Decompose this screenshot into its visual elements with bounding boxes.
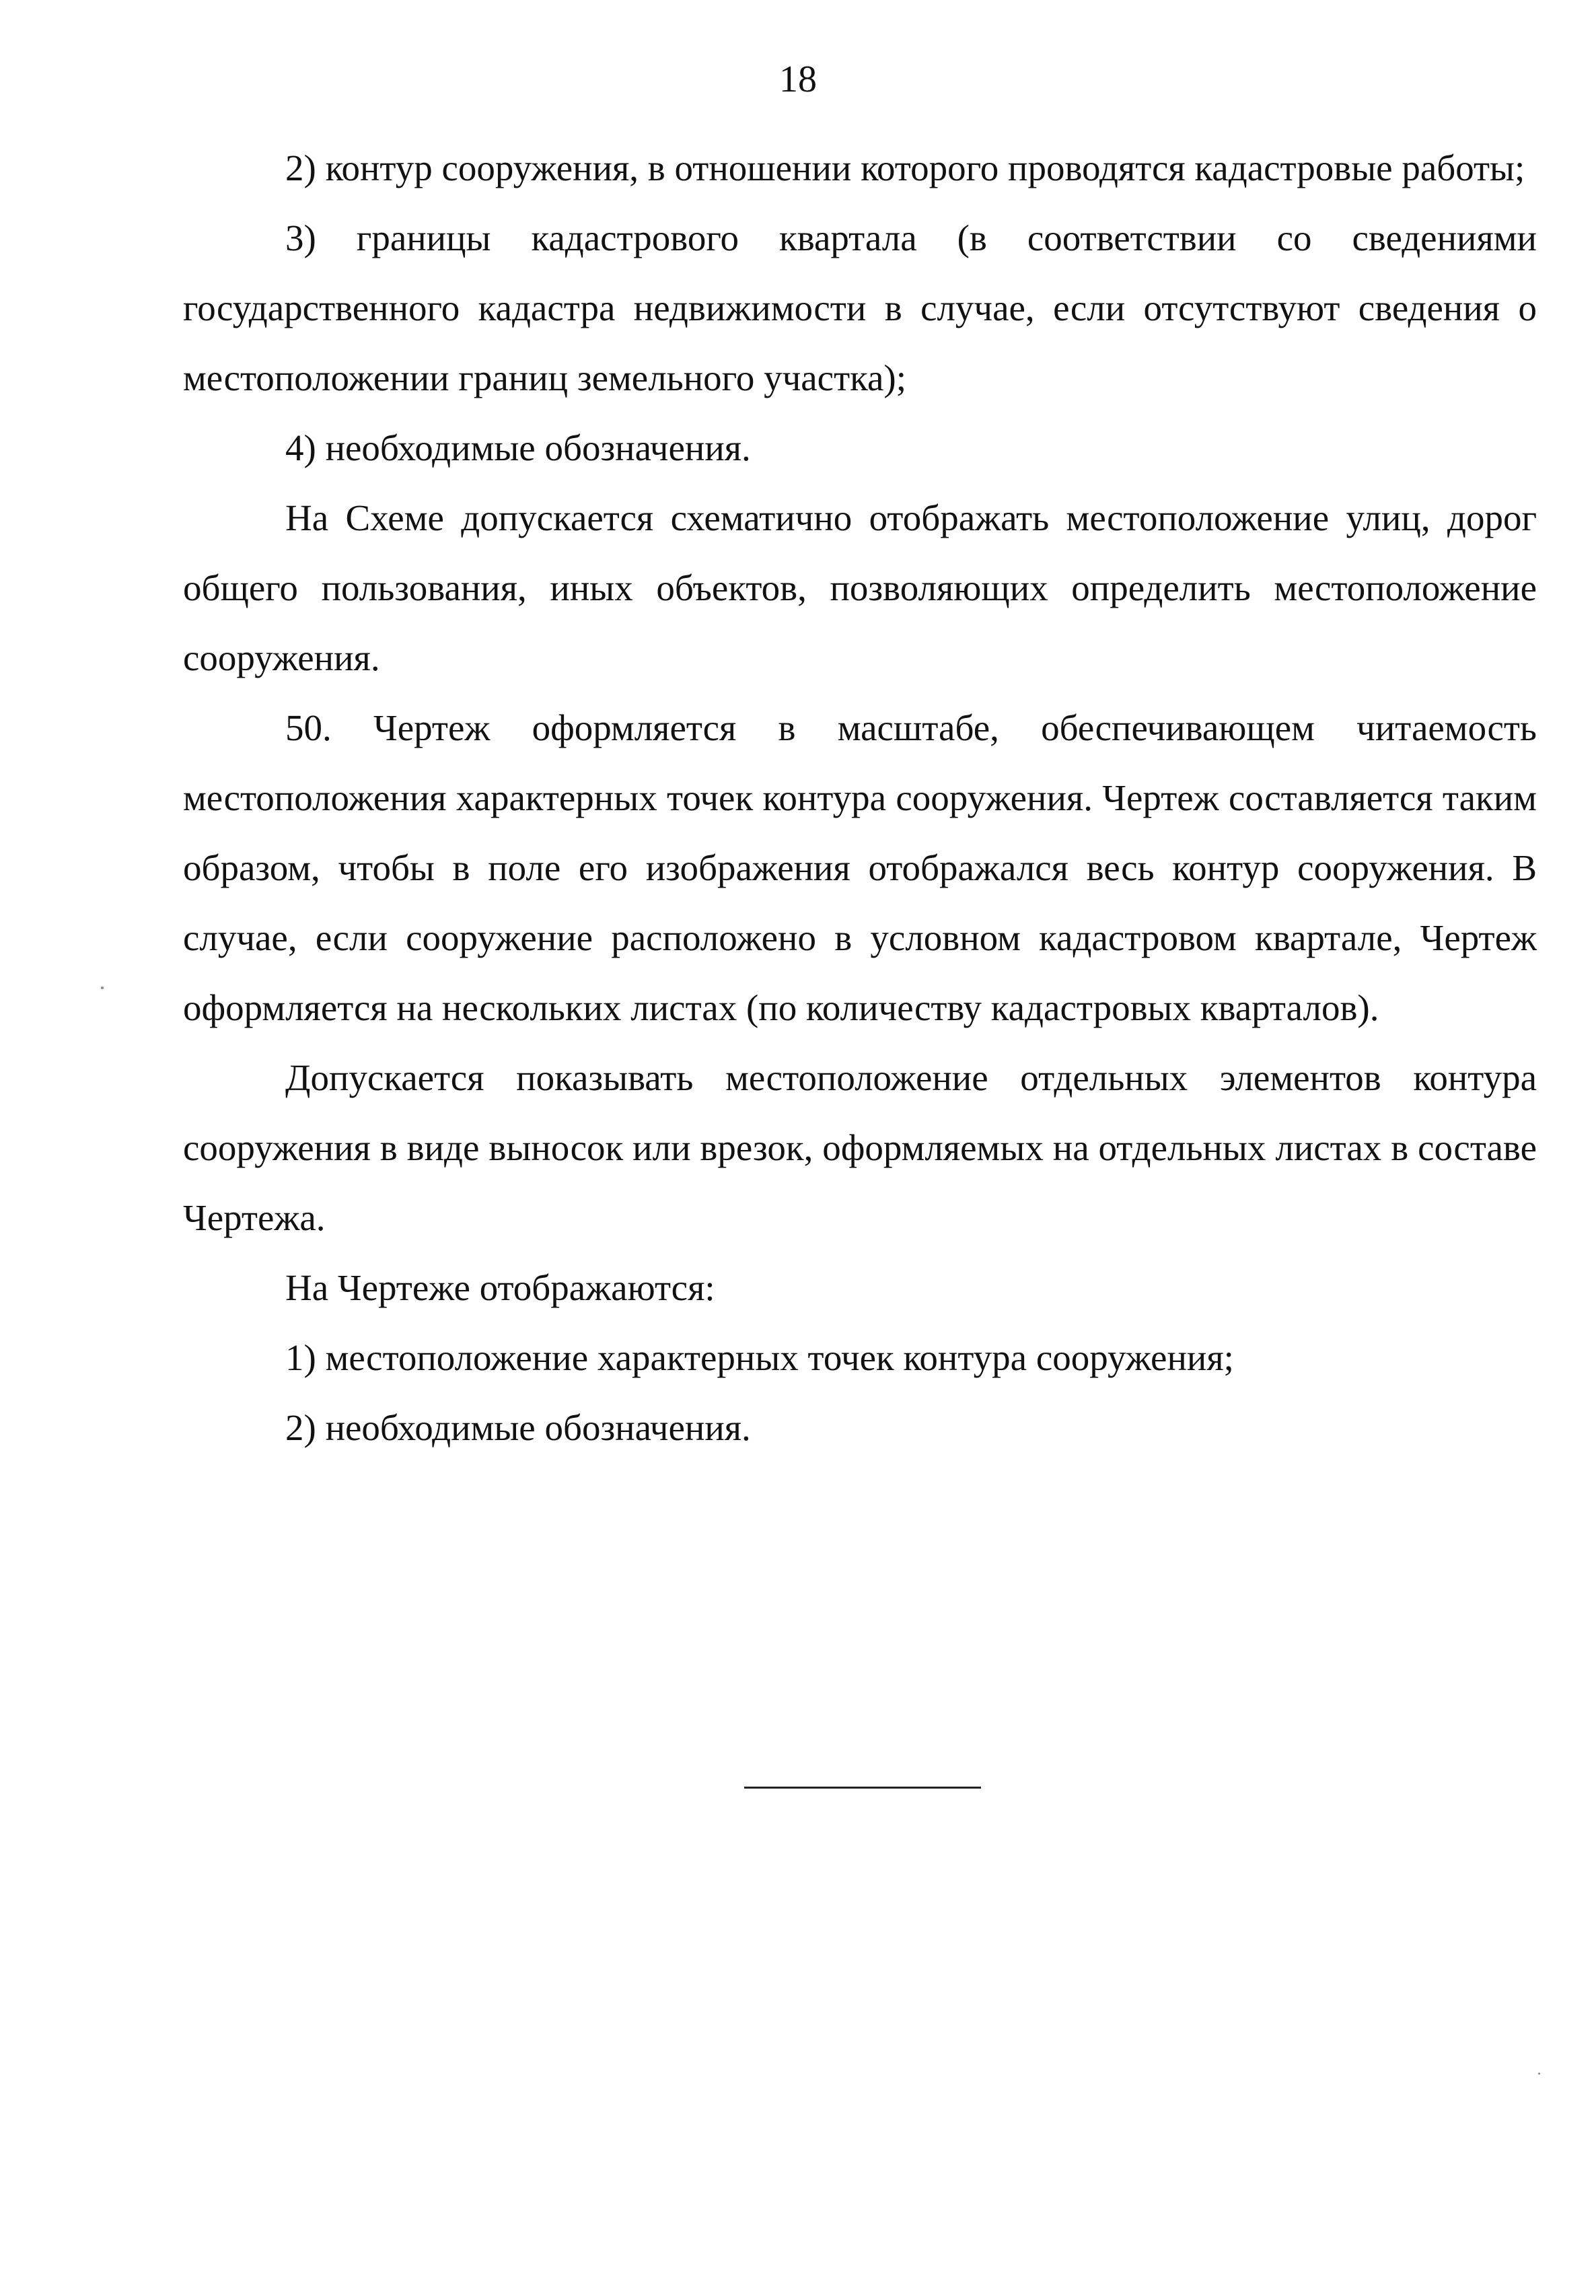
page-number: 18 [779,59,817,100]
scan-speck [1538,2073,1540,2075]
document-body [183,133,1537,1463]
paragraph-item-4: 4) необходимые обозначения. [285,427,751,468]
paragraph-drawing-shows: На Чертеже отображаются: [285,1267,715,1308]
scan-speck [101,986,104,989]
paragraph-scheme-note: На Схеме допускается схематично отображать местоположение улиц, дорог общего пользования, иных объектов, позволяющих определить местоположение сооружения. [183,497,1537,678]
paragraph-drawing-item-1: 1) местоположение характерных точек контура сооружения; [285,1337,1234,1378]
closing-rule [744,1787,981,1789]
paragraph-item-3: 3) границы кадастрового квартала (в соответствии со сведениями государственного кадастра недвижимости в случае, если отсутствуют сведения о местоположении границ земельного участка); [183,217,1537,398]
paragraph-callouts-note: Допускается показывать местоположение отдельных элементов контура сооружения в виде выносок или врезок, оформляемых на отдельных листах в составе Чертежа. [183,1057,1537,1238]
paragraph-drawing-item-2: 2) необходимые обозначения. [285,1407,751,1448]
paragraph-clause-50: 50. Чертеж оформляется в масштабе, обеспечивающем читаемость местоположения характерных точек контура сооружения. Чертеж составляется таким образом, чтобы в поле его изображения отображался весь контур сооружения. В случае, если сооружение расположено в условном кадастровом квартале, Чертеж оформляется на нескольких листах (по количеству кадастровых кварталов). [183,707,1537,1028]
paragraph-item-2: 2) контур сооружения, в отношении которого проводятся кадастровые работы; [285,147,1525,188]
